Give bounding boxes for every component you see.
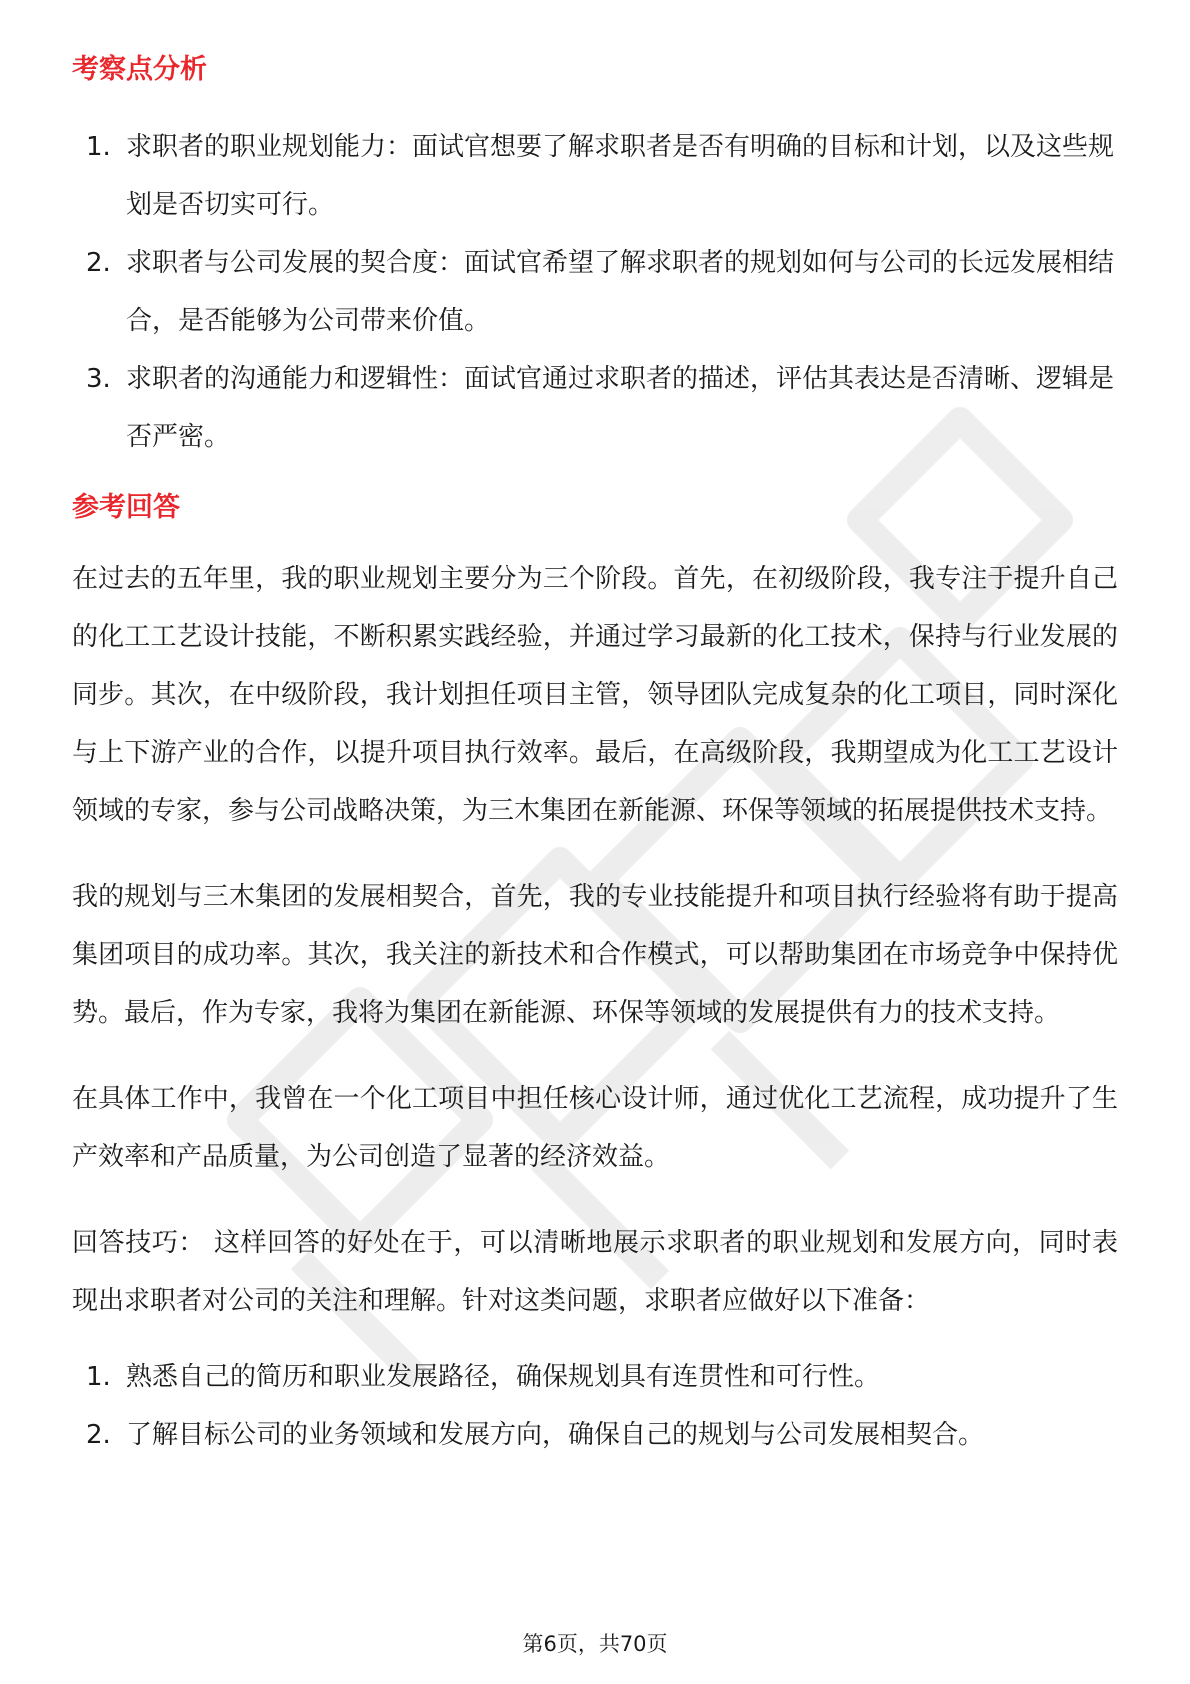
list-item — [72, 234, 1118, 350]
tips-paragraph: 回答技巧： 这样回答的好处在于，可以清晰地展示求职者的职业规划和发展方向，同时表现出求职者对公司的关注和理解。针对这类问题，求职者应做好以下准备： — [72, 1228, 1118, 1316]
list-item-number: 1. — [86, 1362, 111, 1392]
analysis-list — [72, 118, 1118, 466]
answer-paragraph: 在过去的五年里，我的职业规划主要分为三个阶段。首先，在初级阶段，我专注于提升自己的化工工艺设计技能，不断积累实践经验，并通过学习最新的化工技术，保持与行业发展的同步。其次，在中级阶段，我计划担任项目主管，领导团队完成复杂的化工项目，同时深化与上下游产业的合作，以提升项目执行效率。最后，在高级阶段，我期望成为化工工艺设计领域的专家，参与公司战略决策，为三木集团在新能源、环保等领域的拓展提供技术支持。 — [72, 564, 1118, 826]
list-item — [72, 350, 1118, 466]
list-item-text: 求职者的职业规划能力：面试官想要了解求职者是否有明确的目标和计划，以及这些规划是否切实可行。 — [126, 132, 1115, 220]
list-item-number: 2. — [86, 248, 111, 278]
list-item — [72, 1406, 1118, 1464]
list-item-number: 2. — [86, 1420, 111, 1450]
page-number: 第6页，共70页 — [522, 1632, 668, 1656]
list-item-text: 熟悉自己的简历和职业发展路径，确保规划具有连贯性和可行性。 — [126, 1362, 881, 1392]
answer-paragraph: 我的规划与三木集团的发展相契合，首先，我的专业技能提升和项目执行经验将有助于提高集团项目的成功率。其次，我关注的新技术和合作模式，可以帮助集团在市场竞争中保持优势。最后，作为专家，我将为集团在新能源、环保等领域的发展提供有力的技术支持。 — [72, 882, 1118, 1028]
list-item-text: 求职者与公司发展的契合度：面试官希望了解求职者的规划如何与公司的长远发展相结合，是否能够为公司带来价值。 — [126, 248, 1115, 336]
list-item-text: 了解目标公司的业务领域和发展方向，确保自己的规划与公司发展相契合。 — [126, 1420, 985, 1450]
answer-paragraph: 在具体工作中，我曾在一个化工项目中担任核心设计师，通过优化工艺流程，成功提升了生产效率和产品质量，为公司创造了显著的经济效益。 — [72, 1084, 1118, 1172]
prep-list — [72, 1348, 1118, 1464]
answer-heading: 参考回答 — [72, 492, 180, 523]
list-item — [72, 1348, 1118, 1406]
list-item-text: 求职者的沟通能力和逻辑性：面试官通过求职者的描述，评估其表达是否清晰、逻辑是否严密。 — [126, 364, 1115, 452]
list-item-number: 3. — [86, 364, 111, 394]
list-item — [72, 118, 1118, 234]
list-item-number: 1. — [86, 132, 111, 162]
analysis-heading: 考察点分析 — [72, 54, 207, 85]
content-area — [72, 50, 1118, 1464]
